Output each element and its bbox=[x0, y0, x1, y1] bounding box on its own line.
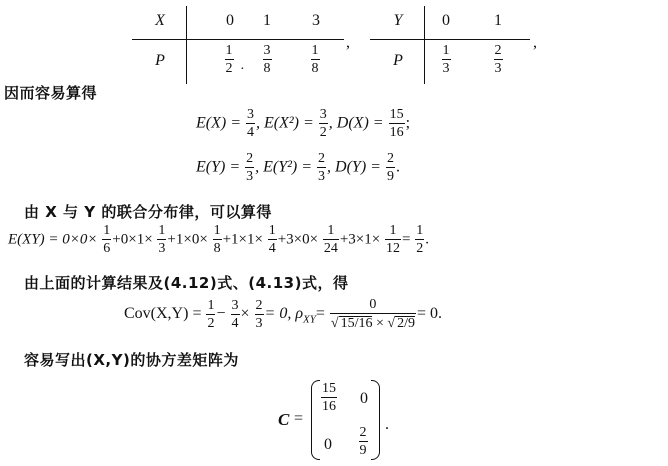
table-y-rule bbox=[370, 39, 530, 40]
table-x-value: 1 bbox=[263, 12, 271, 29]
matrix-equals: = bbox=[294, 410, 304, 427]
table-x-trail: , bbox=[346, 34, 350, 51]
table-y-value: 0 bbox=[442, 12, 450, 29]
table-x-value: 3 bbox=[312, 12, 320, 29]
table-x-label: X bbox=[155, 12, 165, 29]
stray-dot: · bbox=[240, 62, 245, 77]
equation-exy: E(XY) = 0×0× $\frac{1}{6}$ +0×1× $\frac{1}{3}$ +1×0× $\frac{1}{8}$ +1×1× $\frac{1}{4}$ +3×0× $\frac{1}{24}$ +3×1× $\frac{1}{12}$ = $\frac{1}{2}$ . bbox=[8, 223, 429, 256]
matrix-end: . bbox=[385, 416, 389, 433]
table-y-divider bbox=[424, 6, 425, 84]
matrix-cell: 0 bbox=[360, 390, 368, 407]
matrix-cell: $\frac{2}{9}$ bbox=[359, 425, 367, 458]
matrix-label: C bbox=[278, 410, 290, 429]
table-x-prob: $\frac{1}{2}$ bbox=[225, 43, 233, 76]
text-line-4: 容易写出(X,Y)的协方差矩阵为 bbox=[24, 351, 239, 369]
table-x-prob: $\frac{3}{8}$ bbox=[263, 43, 271, 76]
matrix-right-paren bbox=[371, 380, 380, 460]
table-y-prob: $\frac{2}{3}$ bbox=[494, 43, 502, 76]
table-y-prob: $\frac{1}{3}$ bbox=[442, 43, 450, 76]
matrix-cell: $\frac{15}{16}$ bbox=[322, 381, 336, 414]
table-x-rule bbox=[132, 39, 344, 40]
table-x-prob-label: P bbox=[155, 52, 165, 69]
text-line-2: 由 X 与 Y 的联合分布律，可以算得 bbox=[24, 203, 272, 221]
table-y-label: Y bbox=[393, 12, 403, 29]
table-x-divider bbox=[186, 6, 187, 84]
text-line-1: 因而容易算得 bbox=[4, 84, 98, 102]
table-y-trail: , bbox=[533, 34, 537, 51]
equation-cov: Cov(X,Y) = $\frac{1}{2}$ − $\frac{3}{4}$ × $\frac{2}{3}$ = 0, $\rho_{XY}=$ $\frac{0}{√ 15/16 \times √ 2/9}$ = 0. bbox=[124, 297, 442, 331]
equation-ex: E(X) = $\frac{3}{4}$ , E(X²) = $\frac{3}{2}$ , D(X) = $\frac{15}{16}$ ; bbox=[196, 107, 411, 140]
equation-ey: E(Y) = $\frac{2}{3}$ , E(Y²) = $\frac{2}{3}$ , D(Y) = $\frac{2}{9}$ . bbox=[196, 151, 400, 184]
table-x-value: 0 bbox=[226, 12, 234, 29]
table-y-value: 1 bbox=[494, 12, 502, 29]
matrix-cell: 0 bbox=[324, 436, 332, 453]
text-line-3: 由上面的计算结果及(4.12)式、(4.13)式，得 bbox=[24, 274, 349, 292]
table-y-prob-label: P bbox=[393, 52, 403, 69]
table-x-prob: $\frac{1}{8}$ bbox=[311, 43, 319, 76]
